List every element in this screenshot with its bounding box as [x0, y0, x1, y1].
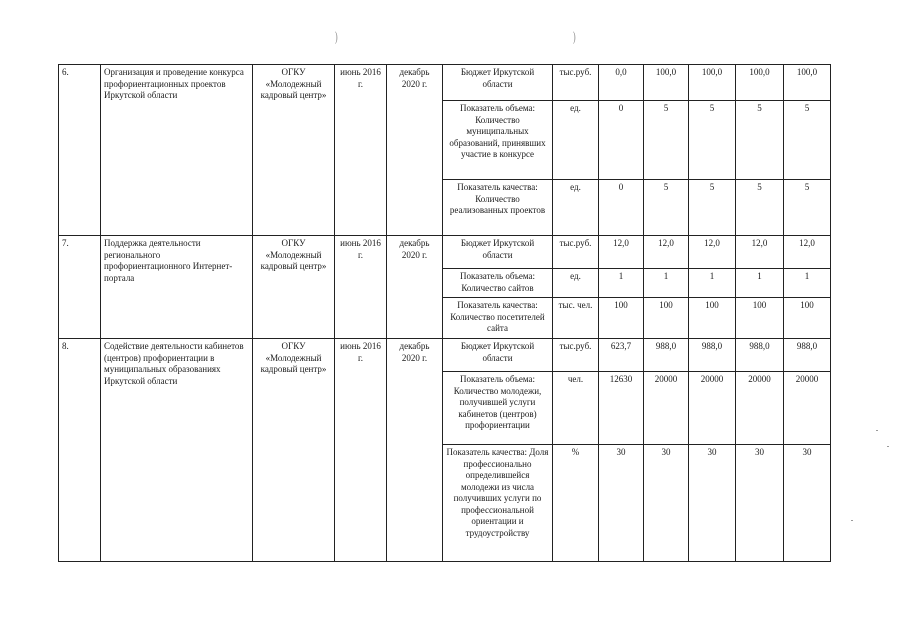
indicator-unit: тыс.руб.: [553, 236, 599, 269]
value-cell: 12,0: [644, 236, 689, 269]
indicator-label: Показатель объема: Количество сайтов: [443, 269, 553, 298]
value-cell: 30: [784, 445, 831, 562]
scan-dot: [851, 520, 853, 521]
value-cell: 1: [644, 269, 689, 298]
value-cell: 20000: [644, 372, 689, 445]
value-cell: 0: [599, 180, 644, 236]
table-row: [59, 65, 831, 101]
value-cell: 20000: [784, 372, 831, 445]
indicator-label: Показатель качества: Доля профессионально определившейся молодежи из числа получивших услуги по профессиональной ориентации и трудоустройству: [443, 445, 553, 562]
value-cell: 100: [736, 298, 784, 339]
value-cell: 20000: [689, 372, 736, 445]
value-cell: 100: [599, 298, 644, 339]
item-number: 7.: [59, 236, 101, 339]
item-number: 8.: [59, 339, 101, 562]
value-cell: 5: [644, 180, 689, 236]
indicator-label: Бюджет Иркутской области: [443, 339, 553, 372]
indicator-label: Бюджет Иркутской области: [443, 65, 553, 101]
end-date: декабрь 2020 г.: [387, 65, 443, 236]
value-cell: 30: [689, 445, 736, 562]
value-cell: 30: [736, 445, 784, 562]
activity-name: Организация и проведение конкурса профориентационных проектов Иркутской области: [101, 65, 253, 236]
value-cell: 5: [784, 101, 831, 180]
value-cell: 1: [689, 269, 736, 298]
value-cell: 100,0: [736, 65, 784, 101]
value-cell: 100: [644, 298, 689, 339]
program-activities-table: [58, 64, 831, 562]
value-cell: 30: [644, 445, 689, 562]
value-cell: 5: [736, 101, 784, 180]
value-cell: 100: [784, 298, 831, 339]
value-cell: 988,0: [784, 339, 831, 372]
value-cell: 5: [689, 101, 736, 180]
value-cell: 12630: [599, 372, 644, 445]
value-cell: 12,0: [689, 236, 736, 269]
value-cell: 12,0: [784, 236, 831, 269]
value-cell: 5: [644, 101, 689, 180]
end-date: декабрь 2020 г.: [387, 236, 443, 339]
value-cell: 988,0: [689, 339, 736, 372]
value-cell: 623,7: [599, 339, 644, 372]
table-row: [59, 339, 831, 372]
value-cell: 1: [784, 269, 831, 298]
start-date: июнь 2016 г.: [335, 236, 387, 339]
page-mark-left: ): [334, 30, 338, 45]
value-cell: 5: [689, 180, 736, 236]
value-cell: 1: [599, 269, 644, 298]
value-cell: 12,0: [599, 236, 644, 269]
scan-dot: [876, 430, 878, 431]
executor: ОГКУ «Молодежный кадровый центр»: [253, 65, 335, 236]
value-cell: 5: [736, 180, 784, 236]
start-date: июнь 2016 г.: [335, 65, 387, 236]
value-cell: 988,0: [736, 339, 784, 372]
scan-dot: [887, 446, 889, 447]
value-cell: 5: [784, 180, 831, 236]
item-number: 6.: [59, 65, 101, 236]
value-cell: 1: [736, 269, 784, 298]
indicator-unit: %: [553, 445, 599, 562]
end-date: декабрь 2020 г.: [387, 339, 443, 562]
value-cell: 100: [689, 298, 736, 339]
indicator-unit: тыс.руб.: [553, 339, 599, 372]
page-mark-right: ): [572, 30, 576, 45]
indicator-label: Показатель объема: Количество молодежи, получившей услуги кабинетов (центров) профориентации: [443, 372, 553, 445]
table-row: [59, 236, 831, 269]
executor: ОГКУ «Молодежный кадровый центр»: [253, 339, 335, 562]
value-cell: 20000: [736, 372, 784, 445]
value-cell: 12,0: [736, 236, 784, 269]
value-cell: 100,0: [644, 65, 689, 101]
indicator-unit: ед.: [553, 101, 599, 180]
indicator-unit: ед.: [553, 180, 599, 236]
indicator-unit: тыс. чел.: [553, 298, 599, 339]
indicator-label: Показатель объема: Количество муниципальных образований, принявших участие в конкурсе: [443, 101, 553, 180]
indicator-unit: тыс.руб.: [553, 65, 599, 101]
indicator-unit: чел.: [553, 372, 599, 445]
indicator-label: Показатель качества: Количество реализованных проектов: [443, 180, 553, 236]
activity-name: Поддержка деятельности регионального профориентационного Интернет-портала: [101, 236, 253, 339]
value-cell: 0,0: [599, 65, 644, 101]
value-cell: 100,0: [689, 65, 736, 101]
value-cell: 30: [599, 445, 644, 562]
value-cell: 0: [599, 101, 644, 180]
value-cell: 100,0: [784, 65, 831, 101]
start-date: июнь 2016 г.: [335, 339, 387, 562]
indicator-label: Бюджет Иркутской области: [443, 236, 553, 269]
activity-name: Содействие деятельности кабинетов (центров) профориентации в муниципальных образованиях Иркутской области: [101, 339, 253, 562]
executor: ОГКУ «Молодежный кадровый центр»: [253, 236, 335, 339]
indicator-unit: ед.: [553, 269, 599, 298]
value-cell: 988,0: [644, 339, 689, 372]
indicator-label: Показатель качества: Количество посетителей сайта: [443, 298, 553, 339]
